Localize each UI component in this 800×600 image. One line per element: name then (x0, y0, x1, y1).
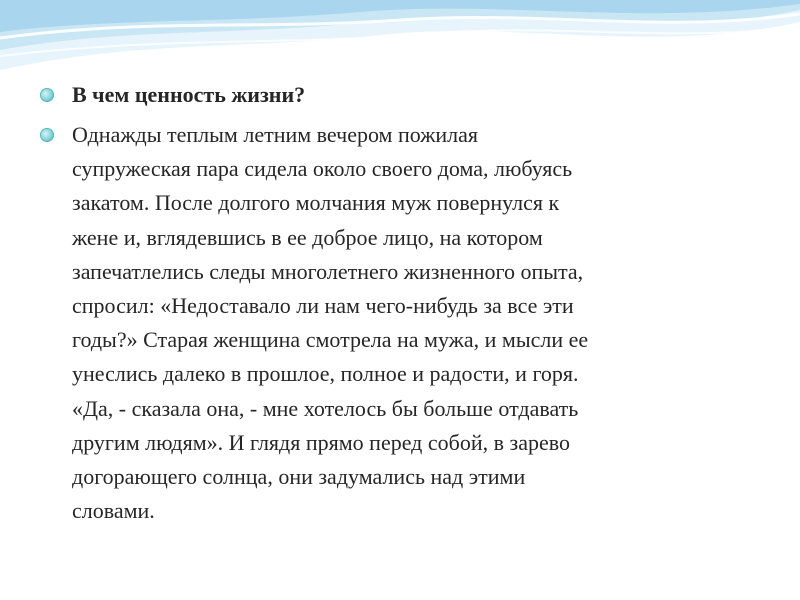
body-line: годы?» Старая женщина смотрела на мужа, и мысли ее (72, 327, 589, 353)
body-line: унеслись далеко в прошлое, полное и радости, и горя. (72, 361, 579, 387)
body-line: другим людям». И глядя прямо перед собой, в зарево (72, 429, 570, 455)
teal-circle-bullet-icon (40, 88, 54, 102)
body-line: закатом. После долгого молчания муж повернулся к (72, 190, 560, 216)
body-line: запечатлелись следы многолетнего жизненного опыта, (72, 258, 584, 284)
body-line: Однажды теплым летним вечером пожилая (72, 122, 479, 147)
body-line: «Да, - сказала она, - мне хотелось бы больше отдавать (72, 395, 579, 421)
slide-title: В чем ценность жизни? (72, 82, 306, 107)
body-line: спросил: «Недоставало ли нам чего-нибудь за все эти (72, 293, 574, 319)
slide-body-text (72, 118, 778, 528)
slide-body-item (38, 118, 778, 528)
teal-circle-bullet-icon (40, 128, 54, 142)
body-line: жене и, вглядевшись в ее доброе лицо, на котором (72, 224, 543, 250)
slide-content (38, 80, 778, 528)
body-line: словами. (72, 498, 155, 524)
header-wave-decoration (0, 0, 800, 90)
body-line: супружеская пара сидела около своего дома, любуясь (72, 156, 573, 182)
body-line: догорающего солнца, они задумались над этими (72, 464, 526, 490)
slide-title-item (38, 80, 778, 110)
